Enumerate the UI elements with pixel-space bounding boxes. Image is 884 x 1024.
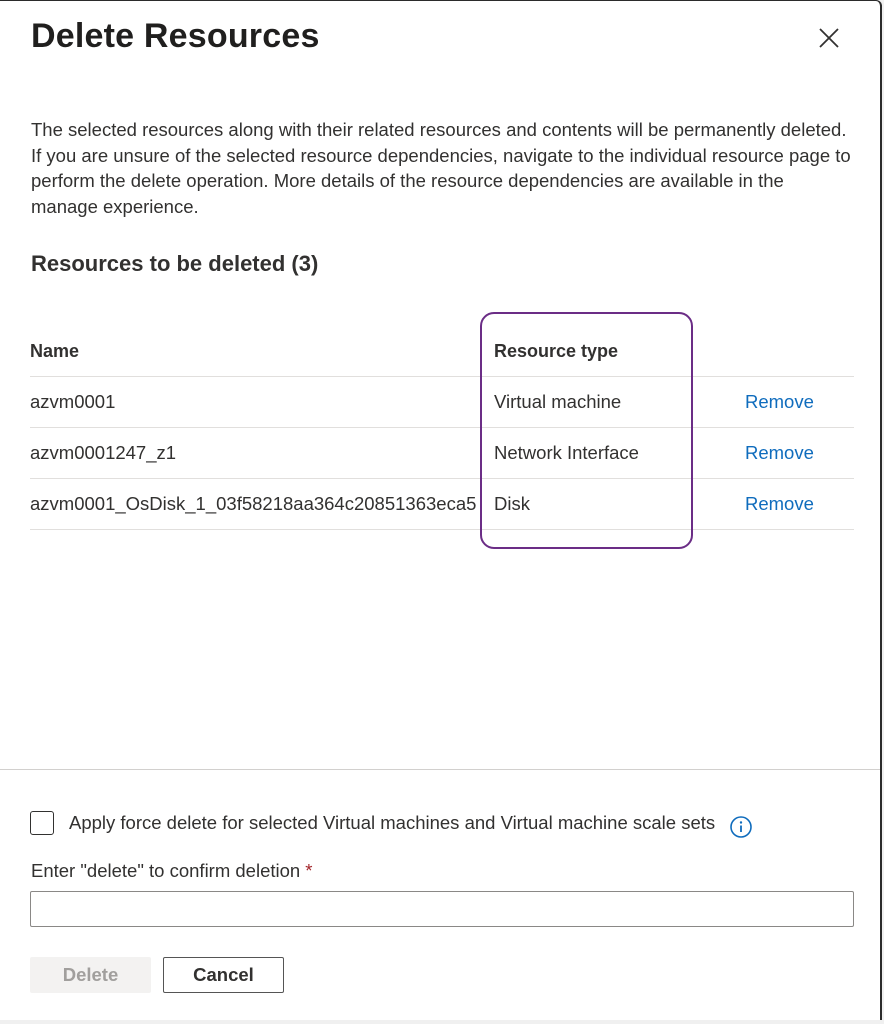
- remove-link[interactable]: Remove: [745, 391, 814, 412]
- dialog-description: The selected resources along with their related resources and contents will be permanently deleted. If you are unsure of the selected resource dependencies, navigate to the individual resource page to perform the delete operation. More details of the resource dependencies are available in the manage experience.: [31, 119, 851, 217]
- dialog-title: Delete Resources: [31, 17, 320, 55]
- table-row: [30, 377, 854, 428]
- force-delete-label[interactable]: Apply force delete for selected Virtual machines and Virtual machine scale sets: [69, 812, 716, 833]
- resource-name: azvm0001: [30, 391, 116, 412]
- table-row: [30, 428, 854, 479]
- force-delete-option: [30, 807, 753, 839]
- table-row: [30, 479, 854, 530]
- required-marker: *: [305, 860, 313, 881]
- remove-link[interactable]: Remove: [745, 493, 814, 514]
- resource-type: Disk: [494, 493, 530, 514]
- confirm-deletion-label: [31, 860, 312, 882]
- table-header-row: [30, 327, 854, 377]
- close-icon: [818, 27, 840, 49]
- column-header-name: Name: [30, 341, 80, 361]
- column-header-resource-type: Resource type: [494, 341, 619, 361]
- force-delete-checkbox[interactable]: [30, 811, 54, 835]
- remove-link[interactable]: Remove: [745, 442, 814, 463]
- resources-table: [30, 327, 854, 530]
- confirm-delete-input[interactable]: [30, 891, 854, 927]
- delete-button[interactable]: Delete: [30, 957, 151, 993]
- resources-heading: Resources to be deleted (3): [31, 251, 319, 276]
- cancel-button[interactable]: Cancel: [163, 957, 284, 993]
- resource-name: azvm0001247_z1: [30, 442, 177, 463]
- close-button[interactable]: [814, 23, 844, 53]
- footer-divider: [0, 769, 882, 770]
- resource-type: Network Interface: [494, 442, 639, 463]
- info-icon[interactable]: [729, 815, 753, 839]
- resource-type: Virtual machine: [494, 391, 622, 412]
- resource-name: azvm0001_OsDisk_1_03f58218aa364c20851363eca5: [30, 493, 477, 514]
- confirm-label-text: Enter "delete" to confirm deletion: [31, 860, 301, 881]
